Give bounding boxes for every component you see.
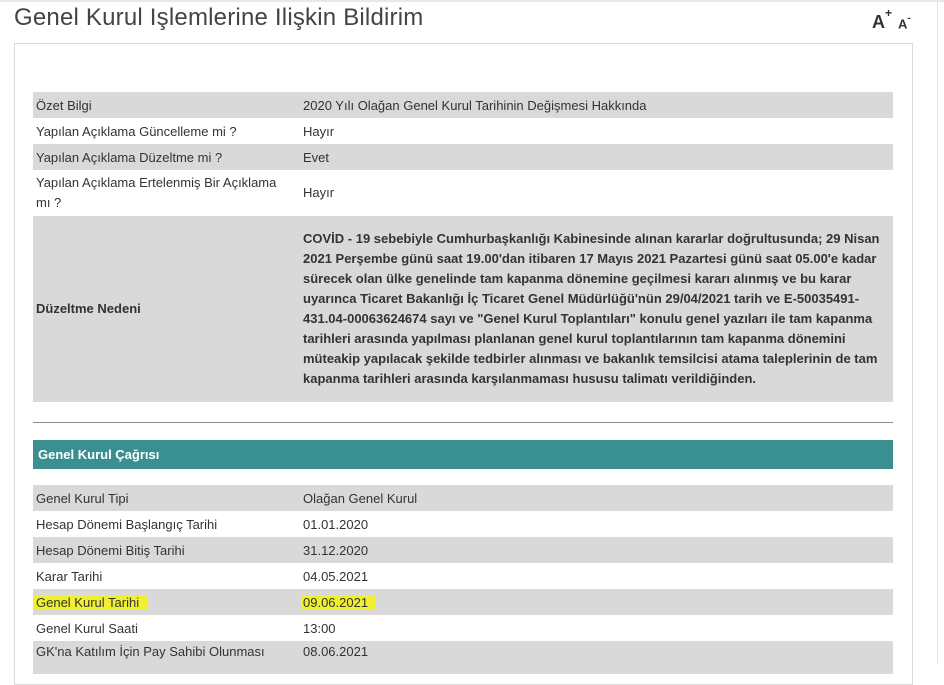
row-label: Karar Tarihi bbox=[33, 563, 300, 589]
table-row bbox=[33, 92, 893, 118]
row-value: 04.05.2021 bbox=[300, 563, 893, 589]
row-value: Hayır bbox=[300, 118, 893, 144]
table-row bbox=[33, 511, 893, 537]
row-label: GK'na Katılım İçin Pay Sahibi Olunması bbox=[33, 641, 300, 674]
section-divider bbox=[33, 422, 893, 423]
table-row bbox=[33, 615, 893, 641]
minus-icon: - bbox=[907, 13, 911, 24]
table-row bbox=[33, 118, 893, 144]
row-label: Özet Bilgi bbox=[33, 92, 300, 118]
table-row bbox=[33, 216, 893, 402]
summary-table bbox=[33, 92, 893, 402]
font-decrease-letter: A bbox=[898, 16, 908, 32]
plus-icon: + bbox=[885, 6, 893, 20]
row-value: Evet bbox=[300, 144, 893, 170]
font-increase-letter: A bbox=[872, 12, 885, 32]
table-row bbox=[33, 641, 893, 674]
general-assembly-table bbox=[33, 485, 893, 674]
correction-reason-text: COVİD - 19 sebebiyle Cumhurbaşkanlığı Kabinesinde alınan kararlar doğrultusunda; 29 Nisan 2021 Perşembe günü saat 19.00'dan itibaren 17 Mayıs 2021 Pazartesi günü saat 05.00'e kadar sürecek olan ülke genelinde tam kapanma dönemine geçilmesi kararı alınmış ve bu karar uyarınca Ticaret Bakanlığı İç Ticaret Genel Müdürlüğü'nün 29/04/2021 tarih ve E-50035491-431.04-00063624674 sayı ve "Genel Kurul Toplantıları" konulu genel yazıları ile tam kapanma tarihleri arasında yapılması planlanan genel kurul toplantılarının tam kapanma dönemini müteakip yapılacak şekilde tedbirler alınması ve bakanlık temsilcisi atama taleplerinin de tam kapanma tarihleri arasında karşılanmaması hususu talimatı verildiğinden. bbox=[300, 216, 893, 402]
disclosure-panel bbox=[14, 43, 913, 685]
row-label: Hesap Dönemi Başlangıç Tarihi bbox=[33, 511, 300, 537]
row-value: 01.01.2020 bbox=[300, 511, 893, 537]
row-label: Yapılan Açıklama Ertelenmiş Bir Açıklama mı ? bbox=[33, 170, 300, 216]
row-value: Olağan Genel Kurul bbox=[300, 485, 893, 511]
row-value-highlighted bbox=[300, 589, 893, 615]
row-label: Genel Kurul Tipi bbox=[33, 485, 300, 511]
font-increase-button[interactable] bbox=[872, 6, 893, 32]
row-value: 08.06.2021 bbox=[300, 641, 893, 674]
row-value: 2020 Yılı Olağan Genel Kurul Tarihinin Değişmesi Hakkında bbox=[300, 92, 893, 118]
row-value: Hayır bbox=[300, 170, 893, 216]
row-value: 31.12.2020 bbox=[300, 537, 893, 563]
table-row bbox=[33, 537, 893, 563]
table-row bbox=[33, 170, 893, 216]
section-title: Genel Kurul Çağrısı bbox=[38, 447, 160, 462]
page-title: Genel Kurul Işlemlerine Ilişkin Bildirim bbox=[14, 4, 424, 31]
right-border bbox=[937, 0, 938, 664]
row-label: Hesap Dönemi Bitiş Tarihi bbox=[33, 537, 300, 563]
table-row bbox=[33, 589, 893, 615]
top-border bbox=[0, 0, 944, 2]
section-header bbox=[33, 440, 893, 469]
highlight-mark: 09.06.2021 bbox=[301, 595, 376, 610]
row-label: Yapılan Açıklama Güncelleme mi ? bbox=[33, 118, 300, 144]
row-label: Düzeltme Nedeni bbox=[33, 216, 300, 402]
table-row bbox=[33, 144, 893, 170]
highlight-mark: Genel Kurul Tarihi bbox=[34, 595, 147, 610]
row-label: Yapılan Açıklama Düzeltme mi ? bbox=[33, 144, 300, 170]
row-label: Genel Kurul Saati bbox=[33, 615, 300, 641]
font-decrease-button[interactable] bbox=[898, 13, 911, 32]
table-row bbox=[33, 485, 893, 511]
row-value: 13:00 bbox=[300, 615, 893, 641]
table-row bbox=[33, 563, 893, 589]
row-label-highlighted bbox=[33, 589, 300, 615]
